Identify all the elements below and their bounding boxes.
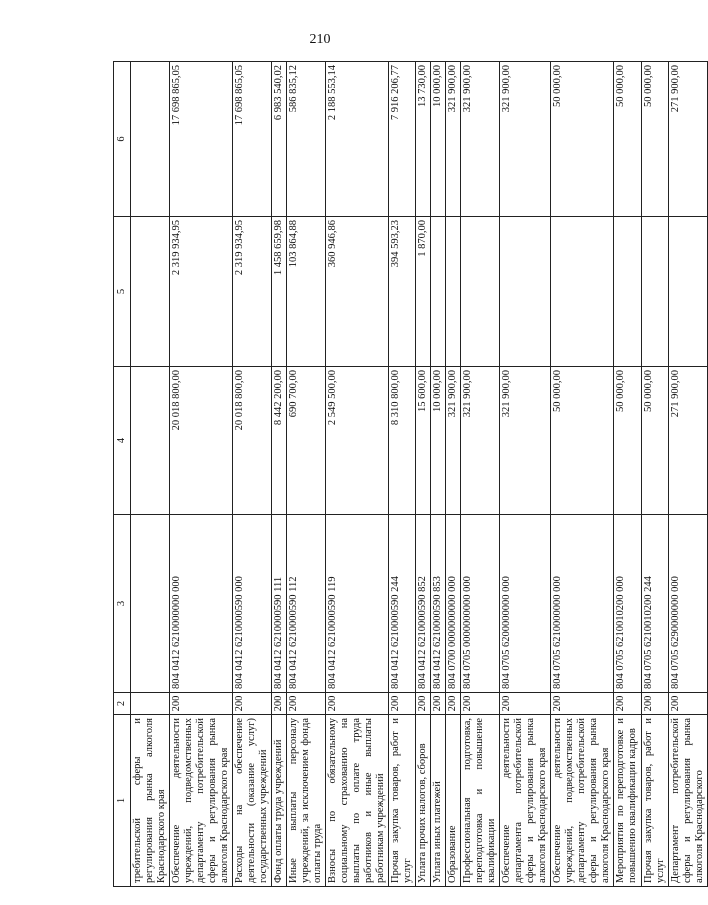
row-description: Обеспечение деятельности учреждений, подведомственных департаменту потребительской сферы и регулирования рынка алкоголя Краснодарского края [551, 715, 614, 887]
row-remaining-amount: 321 900,00 [461, 62, 500, 217]
table-row [272, 62, 287, 887]
row-line-code: 200 [287, 693, 326, 715]
row-line-code: 200 [669, 693, 708, 715]
row-approved-amount: 8 310 800,00 [389, 367, 416, 515]
table-row [233, 62, 272, 887]
row-approved-amount: 2 549 500,00 [326, 367, 389, 515]
row-approved-amount: 321 900,00 [500, 367, 551, 515]
row-budget-code: 804 0705 6210010200 244 [642, 515, 669, 693]
table-row [431, 62, 446, 887]
table-row [326, 62, 389, 887]
column-header-1: 1 [114, 715, 131, 887]
row-approved-amount: 50 000,00 [614, 367, 642, 515]
row-line-code: 200 [326, 693, 389, 715]
row-budget-code: 804 0705 6210010200 000 [614, 515, 642, 693]
row-description: Обеспечение деятельности департамента потребительской сферы и регулирования рынка алкоголя Краснодарского края [500, 715, 551, 887]
budget-table [113, 61, 708, 887]
row-description: Взносы по обязательному социальному страхованию на выплаты по оплате труда работников и иные выплаты работникам учреждений [326, 715, 389, 887]
row-description: Образование [446, 715, 461, 887]
row-remaining-amount: 17 698 865,05 [170, 62, 233, 217]
row-approved-amount: 271 900,00 [669, 367, 708, 515]
row-remaining-amount: 321 900,00 [500, 62, 551, 217]
row-executed-amount [131, 217, 170, 367]
row-description: требительской сферы и регулирования рынка алкоголя Краснодарского края [131, 715, 170, 887]
row-executed-amount [446, 217, 461, 367]
row-remaining-amount: 321 900,00 [446, 62, 461, 217]
row-description: Уплата прочих налогов, сборов [416, 715, 431, 887]
table-row [551, 62, 614, 887]
row-remaining-amount: 13 730,00 [416, 62, 431, 217]
row-line-code: 200 [500, 693, 551, 715]
table-row [500, 62, 551, 887]
row-budget-code: 804 0412 6210000000 000 [170, 515, 233, 693]
row-budget-code: 804 0412 6210000590 112 [287, 515, 326, 693]
table-row [614, 62, 642, 887]
row-budget-code: 804 0412 6210000590 852 [416, 515, 431, 693]
row-line-code: 200 [233, 693, 272, 715]
row-budget-code: 804 0705 6200000000 000 [500, 515, 551, 693]
row-description: Департамент потребительской сферы и регулирования рынка алкоголя Краснодарского [669, 715, 708, 887]
row-approved-amount: 50 000,00 [642, 367, 669, 515]
column-header-4: 4 [114, 367, 131, 515]
page-number: 210 [309, 32, 331, 47]
row-line-code: 200 [416, 693, 431, 715]
row-remaining-amount: 7 916 206,77 [389, 62, 416, 217]
row-executed-amount: 1 458 659,98 [272, 217, 287, 367]
row-line-code: 200 [461, 693, 500, 715]
row-executed-amount: 103 864,88 [287, 217, 326, 367]
row-budget-code: 804 0412 6210000590 111 [272, 515, 287, 693]
row-budget-code: 804 0705 6210000000 000 [551, 515, 614, 693]
row-description: Прочая закупка товаров, работ и услуг [642, 715, 669, 887]
row-approved-amount: 10 000,00 [431, 367, 446, 515]
row-approved-amount: 50 000,00 [551, 367, 614, 515]
row-description: Уплата иных платежей [431, 715, 446, 887]
row-line-code: 200 [431, 693, 446, 715]
row-budget-code: 804 0705 6290000000 000 [669, 515, 708, 693]
row-line-code: 200 [614, 693, 642, 715]
row-approved-amount: 690 700,00 [287, 367, 326, 515]
row-remaining-amount [131, 62, 170, 217]
row-executed-amount: 2 319 934,95 [170, 217, 233, 367]
row-approved-amount: 20 018 800,00 [233, 367, 272, 515]
column-header-3: 3 [114, 515, 131, 693]
row-budget-code: 804 0412 6210000590 244 [389, 515, 416, 693]
row-line-code [131, 693, 170, 715]
table-row [669, 62, 708, 887]
row-budget-code [131, 515, 170, 693]
row-line-code: 200 [642, 693, 669, 715]
row-executed-amount [431, 217, 446, 367]
budget-table-container [113, 62, 705, 887]
row-executed-amount: 2 319 934,95 [233, 217, 272, 367]
row-description: Профессиональная подготовка, переподготовка и повышение квалификации [461, 715, 500, 887]
column-header-2: 2 [114, 693, 131, 715]
row-line-code: 200 [272, 693, 287, 715]
row-executed-amount [642, 217, 669, 367]
table-row [131, 62, 170, 887]
row-approved-amount: 321 900,00 [461, 367, 500, 515]
row-executed-amount [551, 217, 614, 367]
row-line-code: 200 [446, 693, 461, 715]
row-budget-code: 804 0412 6210000590 119 [326, 515, 389, 693]
row-description: Фонд оплаты труда учреждений [272, 715, 287, 887]
column-header-5: 5 [114, 217, 131, 367]
row-description: Иные выплаты персоналу учреждений, за исключением фонда оплаты труда [287, 715, 326, 887]
table-row [642, 62, 669, 887]
row-approved-amount: 20 018 800,00 [170, 367, 233, 515]
row-budget-code: 804 0700 0000000000 000 [446, 515, 461, 693]
row-approved-amount: 15 600,00 [416, 367, 431, 515]
row-approved-amount: 8 442 200,00 [272, 367, 287, 515]
row-budget-code: 804 0412 6210000590 000 [233, 515, 272, 693]
row-executed-amount [614, 217, 642, 367]
row-line-code: 200 [551, 693, 614, 715]
row-description: Прочая закупка товаров, работ и услуг [389, 715, 416, 887]
row-executed-amount: 1 870,00 [416, 217, 431, 367]
row-executed-amount: 394 593,23 [389, 217, 416, 367]
table-row [446, 62, 461, 887]
row-budget-code: 804 0705 0000000000 000 [461, 515, 500, 693]
row-remaining-amount: 50 000,00 [614, 62, 642, 217]
column-header-6: 6 [114, 62, 131, 217]
row-executed-amount [669, 217, 708, 367]
row-remaining-amount: 10 000,00 [431, 62, 446, 217]
row-remaining-amount: 50 000,00 [642, 62, 669, 217]
column-number-header-row [114, 62, 131, 887]
table-row [287, 62, 326, 887]
row-description: Обеспечение деятельности учреждений, подведомственных департаменту потребительской сферы и регулирования рынка алкоголя Краснодарского края [170, 715, 233, 887]
row-remaining-amount: 6 983 540,02 [272, 62, 287, 217]
row-budget-code: 804 0412 6210000590 853 [431, 515, 446, 693]
rotated-table-frame [113, 62, 705, 887]
table-row [416, 62, 431, 887]
table-row [389, 62, 416, 887]
row-remaining-amount: 50 000,00 [551, 62, 614, 217]
row-executed-amount: 360 946,86 [326, 217, 389, 367]
row-executed-amount [461, 217, 500, 367]
row-description: Расходы на обеспечение деятельности (оказание услуг) государственных учреждений [233, 715, 272, 887]
row-approved-amount: 321 900,00 [446, 367, 461, 515]
table-row [170, 62, 233, 887]
row-approved-amount [131, 367, 170, 515]
row-line-code: 200 [170, 693, 233, 715]
row-description: Мероприятия по переподготовке и повышению квалификации кадров [614, 715, 642, 887]
row-remaining-amount: 17 698 865,05 [233, 62, 272, 217]
row-remaining-amount: 586 835,12 [287, 62, 326, 217]
row-executed-amount [500, 217, 551, 367]
row-remaining-amount: 271 900,00 [669, 62, 708, 217]
table-row [461, 62, 500, 887]
row-line-code: 200 [389, 693, 416, 715]
row-remaining-amount: 2 188 553,14 [326, 62, 389, 217]
